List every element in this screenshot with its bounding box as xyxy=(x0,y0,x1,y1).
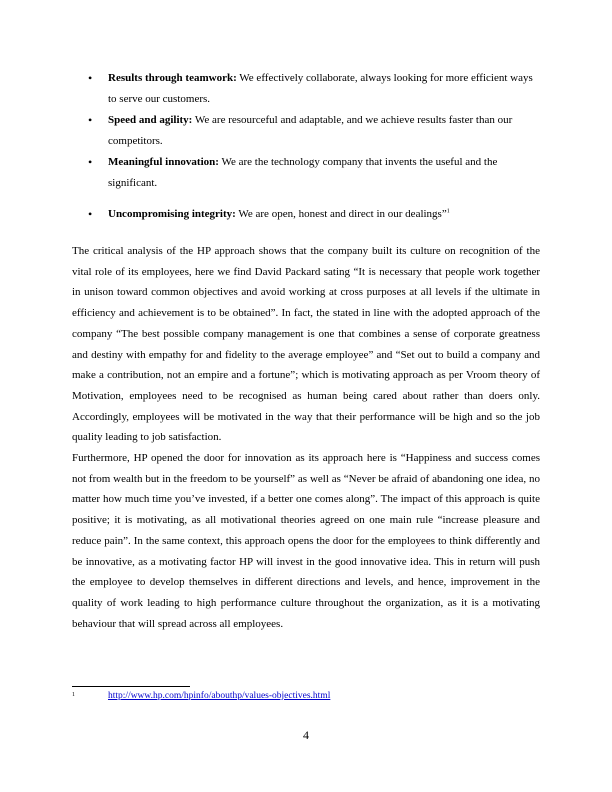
bullet-title: Meaningful innovation: xyxy=(108,156,219,168)
bullet-text: We effectively collaborate, always looking for more efficient ways to serve our customers. xyxy=(108,72,533,105)
bullet-item xyxy=(72,204,542,225)
bullet-dot-icon: • xyxy=(88,155,93,169)
bullet-title: Speed and agility: xyxy=(108,114,193,126)
bullet-title: Uncompromising integrity: xyxy=(108,208,236,220)
bullet-item xyxy=(72,152,542,194)
bullet-text: We are the technology company that invents the useful and the significant. xyxy=(108,156,498,189)
values-bullet-list xyxy=(72,68,542,225)
bullet-dot-icon: • xyxy=(88,71,93,85)
footnote-link[interactable]: http://www.hp.com/hpinfo/abouthp/values-objectives.html xyxy=(108,691,331,701)
bullet-item xyxy=(72,68,542,110)
bullet-text: We are open, honest and direct in our dealings” xyxy=(235,208,447,220)
body-text xyxy=(72,241,540,634)
bullet-dot-icon: • xyxy=(88,113,93,127)
bullet-dot-icon: • xyxy=(88,207,93,221)
footnote xyxy=(72,689,330,702)
bullet-title: Results through teamwork: xyxy=(108,72,237,84)
paragraph: Furthermore, HP opened the door for innovation as its approach here is “Happiness and success comes not from wealth but in the freedom to be yourself” as well as “Never be afraid of abandoning one idea, no matter how much time you’ve invested, if a better one comes along”. The impact of this approach is quite positive; it is motivating, as all motivational theories agreed on one main rule “increase pleasure and reduce pain”. In the same context, this approach opens the door for the employees to think differently and be innovative, as a motivating factor HP will invest in the good innovative idea. This in return will push the employee to develop themselves in different directions and levels, and hence, improvement in the quality of work leading to high performance culture throughout the organization, as it is a motivating behaviour that will spread across all employees. xyxy=(72,452,540,630)
page-number: 4 xyxy=(303,728,309,742)
footnote-number: 1 xyxy=(72,692,75,698)
bullet-item xyxy=(72,110,542,152)
paragraph: The critical analysis of the HP approach shows that the company built its culture on recognition of the vital role of its employees, here we find David Packard sating “It is necessary that people work together in unison toward common objectives and avoid working at cross purposes at all levels if the ultimate in efficiency and achievement is to be obtained”. In fact, the stated in line with the adopted approach of the company “The best possible company management is one that combines a sense of corporate greatness and destiny with empathy for and fidelity to the average employee” and “Set out to build a company and make a contribution, not an empire and a fortune”; which is motivating approach as per Vroom theory of Motivation, employees need to be recognised as human being cared about rather than doers only. Accordingly, employees will be motivated in the way that their performance will be high and so the job quality leading to job satisfaction. xyxy=(72,245,540,444)
footnote-reference[interactable]: 1 xyxy=(446,208,450,215)
footnote-separator xyxy=(72,686,190,687)
bullet-text: We are resourceful and adaptable, and we achieve results faster than our competitors. xyxy=(108,114,513,147)
